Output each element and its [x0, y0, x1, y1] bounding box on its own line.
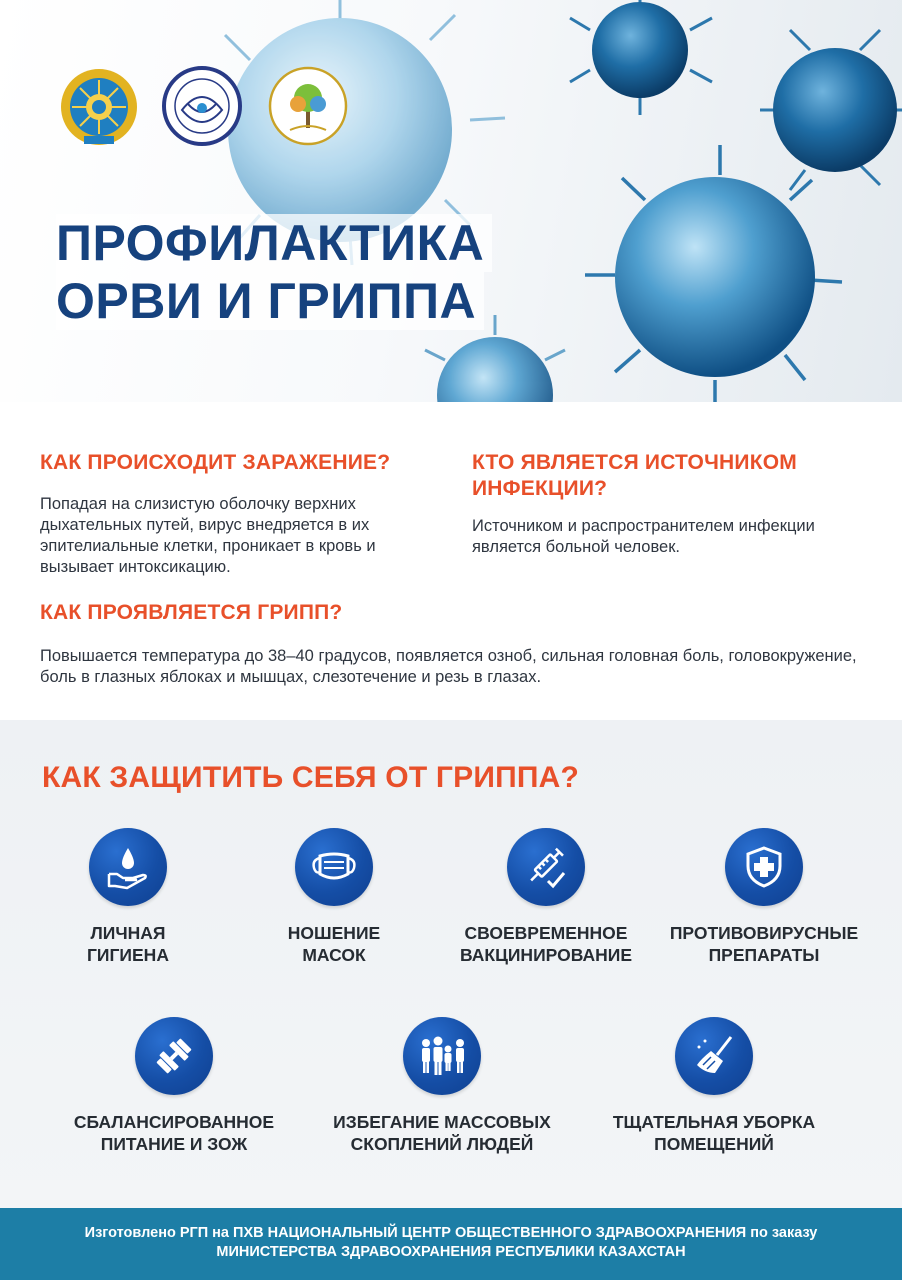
protection-label: ПРОТИВОВИРУСНЫЕ ПРЕПАРАТЫ: [669, 923, 859, 965]
title-line-2: ОРВИ И ГРИППА: [56, 272, 484, 330]
syringe-icon: [507, 828, 585, 906]
virus-illustration: [0, 0, 902, 402]
hand-water-drop-icon: [89, 828, 167, 906]
protection-item-nutrition: [54, 1017, 294, 1155]
face-mask-icon: [295, 828, 373, 906]
protection-item-vaccination: [426, 828, 666, 966]
symptoms-text: Повышается температура до 38–40 градусов, появляется озноб, сильная головная боль, головокружение, боль в глазных яблоках и мышцах, слезотечение и резь в глазах.: [40, 647, 857, 686]
deni-sau-ult-logo: [160, 64, 242, 146]
broom-icon: [675, 1017, 753, 1095]
symptoms-heading: КАК ПРОЯВЛЯЕТСЯ ГРИПП?: [40, 601, 343, 624]
title-line-1: ПРОФИЛАКТИКА: [56, 214, 492, 272]
protection-label: НОШЕНИЕ МАСОК: [287, 923, 381, 965]
kazakhstan-emblem: [58, 66, 140, 148]
infection-heading: КАК ПРОИСХОДИТ ЗАРАЖЕНИЕ?: [40, 451, 391, 474]
virus-center-right: [585, 145, 842, 402]
footer: [0, 1208, 902, 1280]
protection-label: ИЗБЕГАНИЕ МАССОВЫХ СКОПЛЕНИЙ ЛЮДЕЙ: [333, 1112, 551, 1154]
protection-label: ТЩАТЕЛЬНАЯ УБОРКА ПОМЕЩЕНИЙ: [612, 1112, 816, 1154]
protection-title: КАК ЗАЩИТИТЬ СЕБЯ ОТ ГРИППА?: [42, 761, 580, 794]
crowd-icon: [403, 1017, 481, 1095]
source-text: Источником и распространителем инфекции является больной человек.: [472, 517, 815, 556]
protection-label: ЛИЧНАЯ ГИГИЕНА: [87, 923, 169, 965]
health-tree-logo: [266, 64, 348, 146]
footer-line-1: Изготовлено РГП на ПХВ НАЦИОНАЛЬНЫЙ ЦЕНТР ОБЩЕСТВЕННОГО ЗДРАВООХРАНЕНИЯ по заказу: [84, 1225, 818, 1241]
info-panel: [0, 402, 902, 720]
hero-banner: [0, 0, 902, 402]
source-heading: КТО ЯВЛЯЕТСЯ ИСТОЧНИКОМ ИНФЕКЦИИ?: [472, 451, 797, 500]
virus-far-right: [760, 30, 902, 190]
protection-item-cleaning: [594, 1017, 834, 1155]
protection-item-masks: [214, 828, 454, 966]
protection-label: СВОЕВРЕМЕННОЕ ВАКЦИНИРОВАНИЕ: [459, 923, 632, 965]
dumbbell-icon: [135, 1017, 213, 1095]
protection-item-hygiene: [8, 828, 248, 966]
infection-text: Попадая на слизистую оболочку верхних дыхательных путей, вирус внедряется в их эпителиальные клетки, проникает в кровь и вызывает интоксикацию.: [40, 495, 376, 576]
page-title: [56, 214, 492, 330]
footer-line-2: МИНИСТЕРСТВА ЗДРАВООХРАНЕНИЯ РЕСПУБЛИКИ КАЗАХСТАН: [216, 1244, 686, 1260]
protection-section: [0, 720, 902, 1208]
virus-top-right: [570, 0, 712, 115]
protection-item-antivirals: [644, 828, 884, 966]
protection-label: СБАЛАНСИРОВАННОЕ ПИТАНИЕ И ЗОЖ: [73, 1112, 275, 1154]
protection-item-avoid-crowds: [322, 1017, 562, 1155]
shield-cross-icon: [725, 828, 803, 906]
